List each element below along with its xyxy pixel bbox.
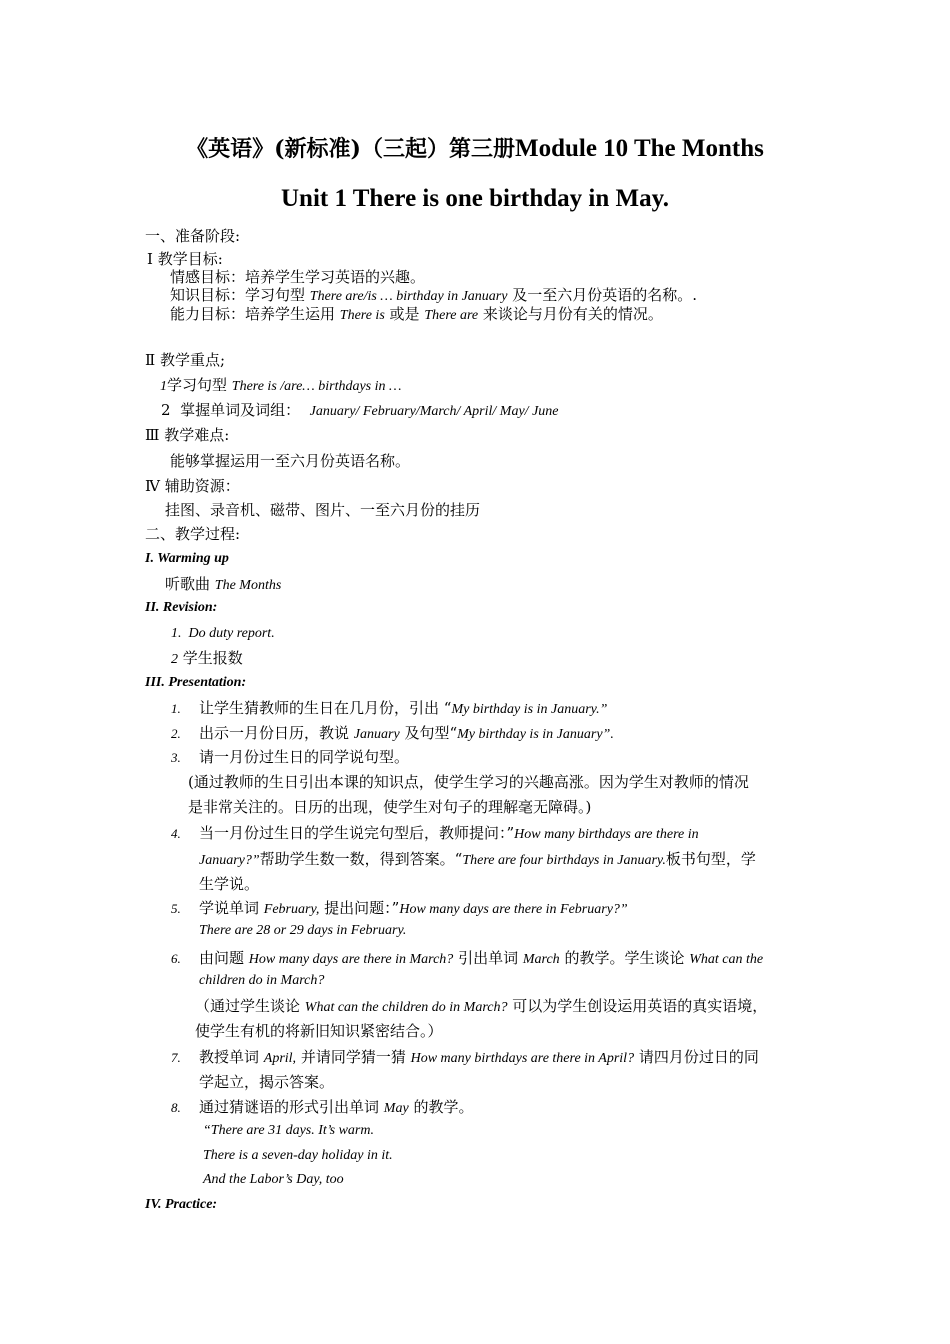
item-6-d: March [522,952,560,967]
presentation-item-6 [171,948,763,970]
item-6-note [195,996,767,1018]
warming-up-song: The Months [214,578,282,593]
goal-ability [170,304,663,326]
item-4-b: How many birthdays are there in [514,827,699,842]
item-6-note-c: 可以为学生创设运用英语的真实语境， [507,997,768,1015]
presentation-item-2 [171,723,614,745]
goal-knowledge-c: 及一至六月份英语的名称。. [507,286,697,304]
goal-ability-b: There is [339,308,385,323]
presentation-item-7 [171,1047,759,1069]
goal-ability-d: There are [424,308,479,323]
item-6-e: 的教学。学生谈论 [559,949,690,967]
presentation-item-3 [171,747,409,768]
revision-item-1-text: Do duty report. [188,626,275,641]
item-2-d: My birthday is in January”. [457,727,614,742]
key-points-heading: Ⅱ 教学重点; [145,351,226,369]
riddle-line-3: And the Labor’s Day, too [203,1172,344,1187]
revision-item-2-text: 学生报数 [182,649,243,667]
item-4-a: 当一月份过生日的学生说完句型后，教师提问：” [199,824,515,842]
item-4-e: There are four birthdays in January. [462,853,666,868]
item-6-note-b: What can the children do in March? [304,1000,508,1015]
goals-heading: Ⅰ 教学目标: [147,250,223,268]
goal-knowledge-pattern: There are/is … birthday in January [309,289,508,304]
revision-item-2 [171,648,243,670]
item-7-b: April, [263,1051,297,1066]
revision-item-1-num: 1. [171,626,182,641]
item-1-b: My birthday is in January.” [451,702,608,717]
item-6-line2: children do in March? [199,973,325,988]
key-point-2-num: 2 [161,401,171,419]
section1-heading: 一、准备阶段: [145,227,241,245]
item-4-c: January?” [199,853,260,868]
difficulty-heading: Ⅲ 教学难点: [145,426,230,444]
item-6-f: What can the [689,952,764,967]
item-5-num: 5. [171,901,181,916]
item-6-a: 由问题 [199,949,249,967]
item-7-line2: 学起立，揭示答案。 [199,1073,335,1091]
document-title [0,134,950,164]
practice-heading: IV. Practice: [145,1197,218,1212]
goal-ability-a: 能力目标：培养学生运用 [170,305,340,323]
difficulty-text: 能够掌握运用一至六月份英语名称。 [170,452,411,470]
presentation-item-5 [171,898,628,920]
item-3-note-line1: (通过教师的生日引出本课的知识点，使学生学习的兴趣高涨。因为学生对教师的情况 [188,773,749,791]
goal-ability-c: 或是 [384,305,425,323]
item-2-c: 及句型“ [399,724,458,742]
item-4-line2 [199,849,756,871]
item-7-a: 教授单词 [199,1048,264,1066]
warming-up-heading: I. Warming up [145,551,229,566]
item-6-note-a: （通过学生谈论 [195,997,305,1015]
section2-heading: 二、教学过程: [145,525,241,543]
goal-ability-e: 来谈论与月份有关的情况。 [478,305,663,323]
item-1-a: 让学生猜教师的生日在几月份，引出 “ [199,699,452,717]
key-point-2 [161,400,559,422]
item-6-note-line2: 使学生有机的将新旧知识紧密结合。） [195,1022,443,1040]
item-4-d: 帮助学生数一数，得到答案。“ [259,850,463,868]
item-3-note-line2: 是非常关注的。日历的出现，使学生对句子的理解毫无障碍。) [188,798,592,816]
revision-heading: II. Revision: [145,600,218,615]
item-8-b: May [383,1101,409,1116]
item-6-b: How many days are there in March? [248,952,454,967]
item-7-c: 并请同学猜一猜 [296,1048,411,1066]
presentation-item-8 [171,1097,473,1119]
item-2-b: January [353,727,400,742]
item-5-b: February, [263,902,320,917]
item-5-a: 学说单词 [199,899,264,917]
revision-item-1 [171,624,275,644]
document-subtitle: Unit 1 There is one birthday in May. [280,185,669,212]
presentation-heading: III. Presentation: [145,675,247,690]
riddle-line-2: There is a seven-day holiday in it. [203,1148,393,1163]
item-5-d: How many days are there in February?” [399,902,628,917]
item-4-line3: 生学说。 [199,875,260,893]
item-5-c: 提出问题：” [319,899,400,917]
item-4-f: 板书句型，学 [665,850,756,868]
title-chinese: 《英语》(新标准)（三起）第三册 [186,136,515,162]
key-point-2-b: January/ February/March/ April/ May/ June [309,404,559,419]
item-5-answer: There are 28 or 29 days in February. [199,923,407,938]
item-2-num: 2. [171,726,181,741]
key-point-1-a: 学习句型 [167,376,232,394]
item-7-d: How many birthdays are there in April? [410,1051,635,1066]
key-point-1-b: There is /are… birthdays in … [231,379,402,394]
item-6-num: 6. [171,951,181,966]
title-module: Module 10 The Months [514,135,764,162]
goal-knowledge-a: 知识目标：学习句型 [170,286,310,304]
warming-up-text [165,574,281,596]
revision-item-2-num: 2 [171,652,178,667]
item-8-a: 通过猜谜语的形式引出单词 [199,1098,384,1116]
item-8-num: 8. [171,1100,181,1115]
goal-emotion: 情感目标：培养学生学习英语的兴趣。 [170,268,426,286]
key-point-1 [160,375,401,397]
item-4-num: 4. [171,826,181,841]
resources-text: 挂图、录音机、磁带、图片、一至六月份的挂历 [165,501,481,519]
item-7-e: 请四月份过日的同 [634,1048,759,1066]
item-6-c: 引出单词 [453,949,523,967]
key-point-1-num: 1 [160,379,167,394]
item-3-text: 请一月份过生日的同学说句型。 [199,748,410,766]
item-2-a: 出示一月份日历，教说 [199,724,354,742]
resources-heading: Ⅳ 辅助资源： [145,477,240,495]
item-8-c: 的教学。 [408,1098,474,1116]
presentation-item-4 [171,823,699,845]
presentation-item-1 [171,698,607,720]
item-1-num: 1. [171,701,181,716]
key-point-2-a: 掌握单词及词组： [180,401,301,419]
riddle-line-1: “There are 31 days. It’s warm. [203,1123,374,1138]
warming-up-a: 听歌曲 [165,575,215,593]
item-3-num: 3. [171,750,181,765]
item-7-num: 7. [171,1050,181,1065]
